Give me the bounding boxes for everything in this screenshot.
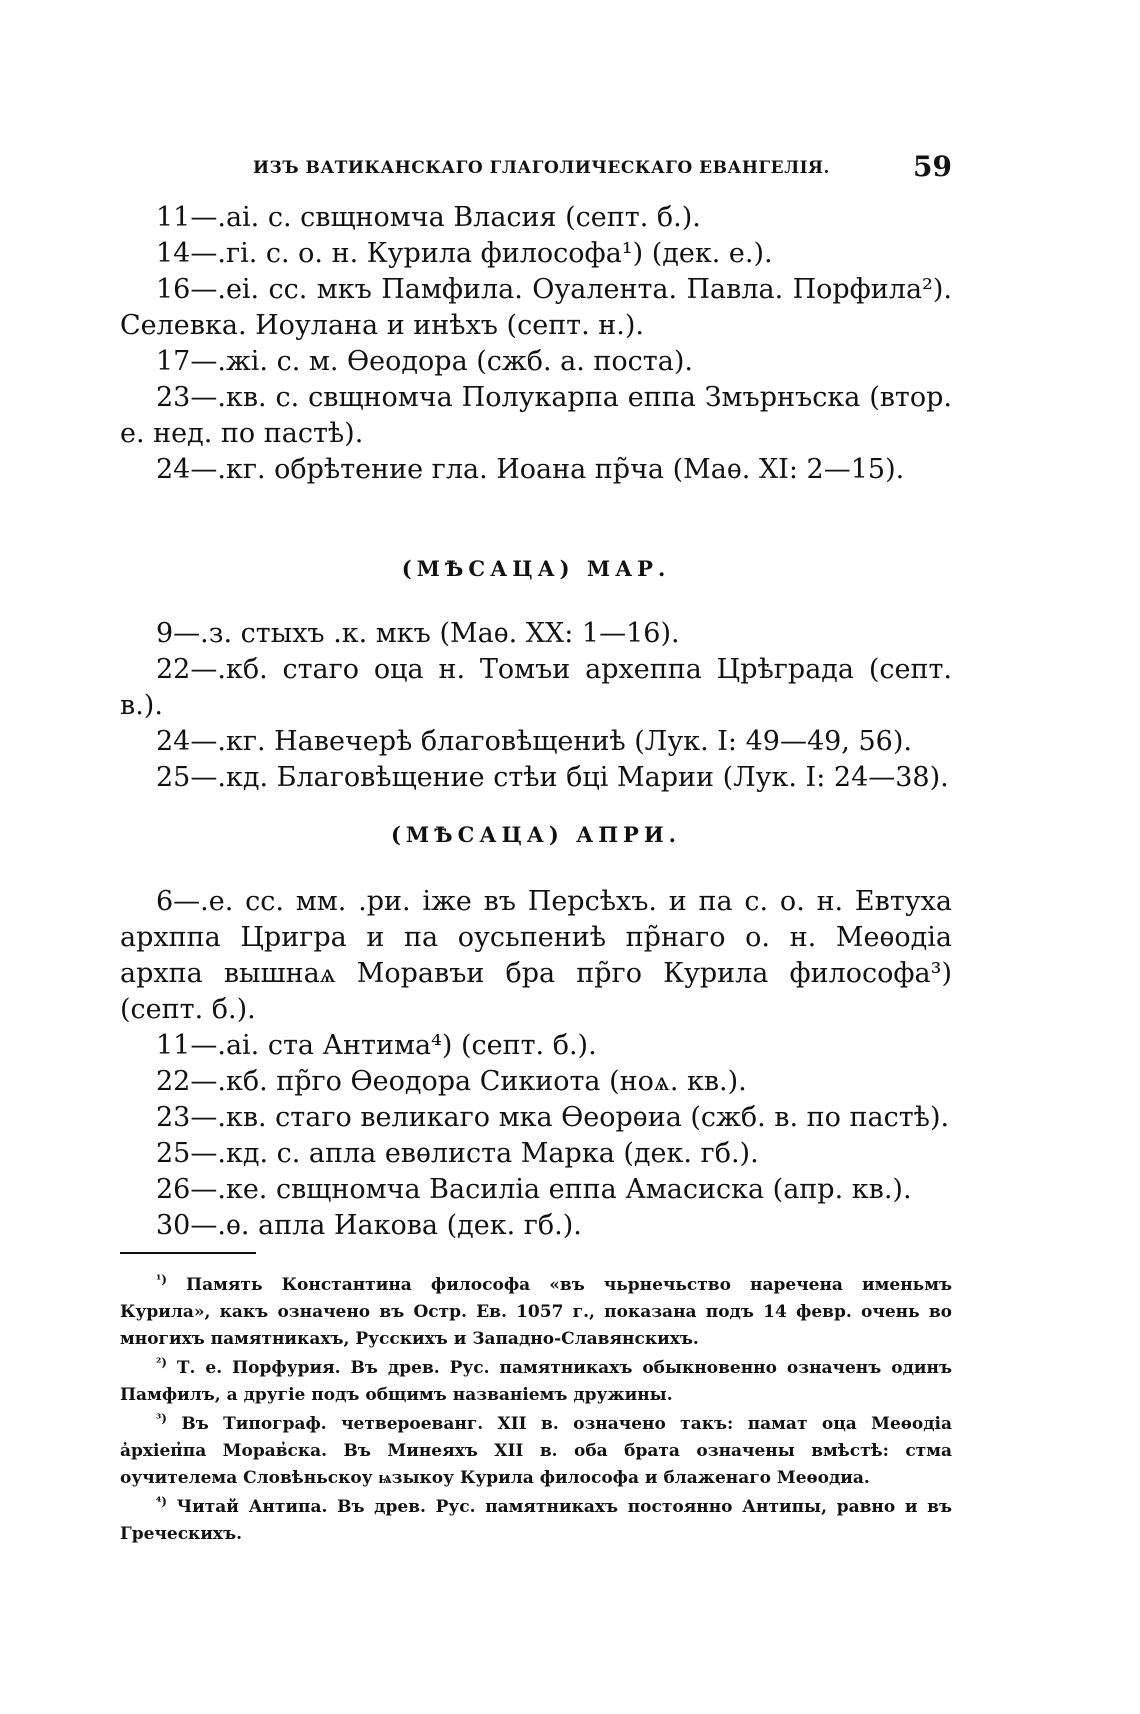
march-heading: (МѢСАЦА) МАР.: [401, 556, 671, 581]
footnote-text: Въ Типограф. четвероеванг. XII в. означено такъ: памат оца Меѳодіа а̓рхіеп̓па Морав̓ска. Въ Минеяхъ XII в. оба брата означены вмѣстѣ: стма оучителема Словѣньскоу ѩзыкоу Курила философа и блаженаго Меѳодиа.: [120, 1414, 953, 1488]
calendar-entry: 16—.еі. сс. мкъ Памфила. Оуалента. Павла. Порфила²). Селевка. Иоулана и инѣхъ (септ. н.).: [120, 274, 952, 341]
calendar-entry: 26—.ке. свщномча Василіа еппа Амасиска (апр. кв.).: [156, 1174, 912, 1205]
footnote: [120, 1411, 952, 1492]
footnote-text: Память Константина философа «въ чьрнечьство наречена именьмъ Курила», какъ означено въ Остр. Ев. 1057 г., показана подъ 14 февр. очень во многихъ памятникахъ, Русскихъ и Западно-Славянскихъ.: [120, 1275, 952, 1349]
calendar-entry: 25—.кд. с. апла евѳлиста Марка (дек. гб.).: [156, 1138, 759, 1169]
footnote-mark: ²): [156, 1355, 167, 1370]
running-title: ИЗЪ ВАТИКАНСКАГО ГЛАГОЛИЧЕСКАГО ЕВАНГЕЛІЯ.: [253, 158, 830, 178]
calendar-entry: 30—.ѳ. апла Иакова (дек. гб.).: [156, 1210, 582, 1241]
calendar-entry: 11—.аі. ста Антима⁴) (септ. б.).: [156, 1030, 597, 1061]
footnote: [120, 1272, 952, 1353]
calendar-entry: 14—.гі. с. о. н. Курила философа¹) (дек. е.).: [156, 238, 773, 269]
footnotes: [120, 1272, 952, 1550]
calendar-entry: 24—.кг. обрѣтение гла. Иоана пр̃ча (Маѳ. XI: 2—15).: [156, 454, 905, 485]
calendar-entry: 22—.кб. стаго оца н. Томъи археппа Црѣграда (септ. в.).: [120, 654, 952, 721]
footnote: [120, 1494, 952, 1548]
april-heading: (МѢСАЦА) АПРИ.: [390, 822, 681, 847]
footnote-separator: [120, 1252, 256, 1254]
calendar-entry: 9—.з. стыхъ .к. мкъ (Маѳ. XX: 1—16).: [156, 618, 680, 649]
calendar-entry: 25—.кд. Благовѣщение стѣи бці Марии (Лук. I: 24—38).: [156, 762, 949, 793]
calendar-entry: 23—.кв. стаго великаго мка Ѳеорѳиа (сжб. в. по пастѣ).: [156, 1102, 950, 1133]
footnote-mark: ³): [156, 1411, 167, 1426]
calendar-entry: 17—.жі. с. м. Ѳеодора (сжб. а. поста).: [156, 346, 693, 377]
footnote: [120, 1355, 952, 1409]
footnote-mark: ¹): [156, 1272, 167, 1287]
running-header: [120, 150, 952, 190]
april-entries: [120, 884, 952, 1244]
calendar-entry: 22—.кб. пр̃го Ѳеодора Сикиота (ноѧ. кв.).: [156, 1066, 747, 1097]
footnote-mark: ⁴): [156, 1494, 167, 1509]
march-entries: [120, 616, 952, 796]
footnote-text: Читай Антипа. Въ древ. Рус. памятникахъ постоянно Антипы, равно и въ Греческихъ.: [120, 1497, 953, 1544]
footnote-text: Т. е. Порфурия. Въ древ. Рус. памятникахъ обыкновенно означенъ одинъ Памфилъ, а другіе подъ общимъ названіемъ дружины.: [120, 1358, 953, 1405]
calendar-entry: 23—.кв. с. свщномча Полукарпа еппа Змърнъска (втор. е. нед. по пастѣ).: [120, 382, 952, 449]
page-number: 59: [913, 150, 952, 183]
calendar-entry: 6—.е. сс. мм. .ри. іже въ Персѣхъ. и па с. о. н. Евтуха архппа Цригра и па оусьпениѣ пр̃наго о. н. Меѳодіа архпа вышнаѧ Моравъи бра пр̃го Курила философа³) (септ. б.).: [120, 886, 952, 1025]
calendar-entry: 11—.аі. с. свщномча Власия (септ. б.).: [156, 202, 701, 233]
calendar-entry: 24—.кг. Навечерѣ благовѣщениѣ (Лук. I: 49—49, 56).: [156, 726, 912, 757]
february-entries: [120, 200, 952, 488]
